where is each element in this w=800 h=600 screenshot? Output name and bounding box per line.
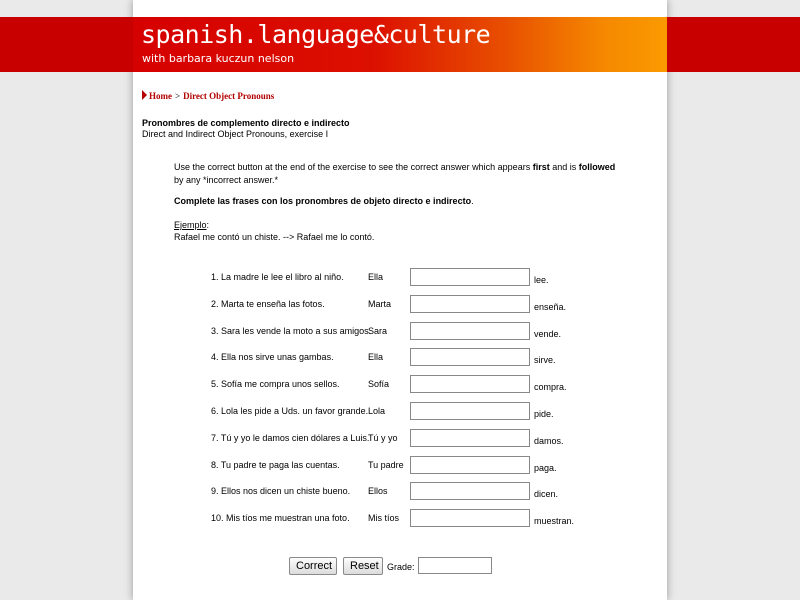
instruction-end: . [471, 196, 474, 206]
exercise-row [0, 375, 800, 395]
exercise-verb: muestran. [534, 516, 575, 526]
site-subtitle: with barbara kuczun nelson [142, 52, 295, 65]
intro-first: first [532, 162, 550, 172]
reset-button[interactable]: Reset [343, 557, 383, 575]
answer-input[interactable] [410, 268, 530, 286]
exercise-sentence: 10. Mis tíos me muestran una foto. [211, 513, 350, 523]
exercise-verb: compra. [534, 382, 567, 392]
exercise-verb: damos. [534, 436, 564, 446]
instruction-bold: Complete las frases con los pronombres de objeto directo e indirecto [174, 196, 472, 206]
exercise-subject: Sara [368, 326, 388, 336]
example-label-text: Ejemplo [174, 220, 207, 230]
exercise-subject: Marta [368, 299, 392, 309]
answer-input[interactable] [410, 456, 530, 474]
intro-part-1: Use the correct button at the end of the exercise to see the correct answer which appears [174, 162, 533, 172]
intro-text [174, 161, 624, 187]
example-label-colon: : [206, 220, 210, 230]
answer-input[interactable] [410, 482, 530, 500]
answer-input[interactable] [410, 402, 530, 420]
exercise-sentence: 3. Sara les vende la moto a sus amigos. [211, 326, 372, 336]
exercise-sentence: 2. Marta te enseña las fotos. [211, 299, 325, 309]
grade-label: Grade: [387, 562, 415, 572]
answer-input[interactable] [410, 375, 530, 393]
answer-input[interactable] [410, 429, 530, 447]
triangle-right-icon [142, 90, 147, 100]
exercise-sentence: 8. Tu padre te paga las cuentas. [211, 460, 340, 470]
exercise-verb: vende. [534, 329, 562, 339]
exercise-sentence: 7. Tú y yo le damos cien dólares a Luis. [211, 433, 370, 443]
breadcrumb-separator: > [175, 91, 181, 101]
example-text: Rafael me contó un chiste. --> Rafael me lo contó. [174, 232, 375, 242]
exercise-subject: Sofía [368, 379, 390, 389]
exercise-row [0, 509, 800, 529]
exercise-subject: Ella [368, 352, 384, 362]
exercise-row [0, 295, 800, 315]
answer-input[interactable] [410, 509, 530, 527]
answer-input[interactable] [410, 295, 530, 313]
correct-button[interactable]: Correct [289, 557, 337, 575]
breadcrumb-home-link[interactable]: Home [149, 91, 172, 101]
grade-field[interactable] [418, 557, 492, 574]
exercise-row [0, 268, 800, 288]
exercise-subject: Mis tíos [368, 513, 400, 523]
intro-part-3: by any *incorrect answer.* [174, 175, 279, 185]
breadcrumb-current-link[interactable]: Direct Object Pronouns [183, 91, 275, 101]
banner-right-strip [667, 17, 800, 72]
exercise-verb: lee. [534, 275, 549, 285]
exercise-subject: Ella [368, 272, 384, 282]
exercise-subject: Tu padre [368, 460, 404, 470]
breadcrumb [142, 90, 274, 101]
exercise-verb: dicen. [534, 489, 559, 499]
page-subheading: Direct and Indirect Object Pronouns, exercise I [142, 129, 329, 139]
exercise-verb: enseña. [534, 302, 567, 312]
exercise-verb: sirve. [534, 355, 556, 365]
banner-left-strip [0, 17, 133, 72]
exercise-row [0, 482, 800, 502]
exercise-sentence: 4. Ella nos sirve unas gambas. [211, 352, 334, 362]
site-title[interactable]: spanish.language&culture [141, 20, 491, 49]
example-label [174, 220, 209, 230]
exercise-sentence: 5. Sofía me compra unos sellos. [211, 379, 340, 389]
exercise-subject: Ellos [368, 486, 388, 496]
answer-input[interactable] [410, 322, 530, 340]
intro-followed: followed [578, 162, 616, 172]
exercise-sentence: 1. La madre le lee el libro al niño. [211, 272, 344, 282]
exercise-row [0, 429, 800, 449]
exercise-row [0, 348, 800, 368]
exercise-sentence: 6. Lola les pide a Uds. un favor grande. [211, 406, 369, 416]
exercise-row [0, 322, 800, 342]
exercise-subject: Tú y yo [368, 433, 398, 443]
exercise-row [0, 402, 800, 422]
intro-part-2: and is [549, 162, 579, 172]
exercise-verb: paga. [534, 463, 557, 473]
instruction-text [174, 196, 474, 206]
exercise-verb: pide. [534, 409, 554, 419]
page-heading: Pronombres de complemento directo e indirecto [142, 118, 350, 128]
exercise-subject: Lola [368, 406, 386, 416]
exercise-row [0, 456, 800, 476]
exercise-sentence: 9. Ellos nos dicen un chiste bueno. [211, 486, 351, 496]
answer-input[interactable] [410, 348, 530, 366]
